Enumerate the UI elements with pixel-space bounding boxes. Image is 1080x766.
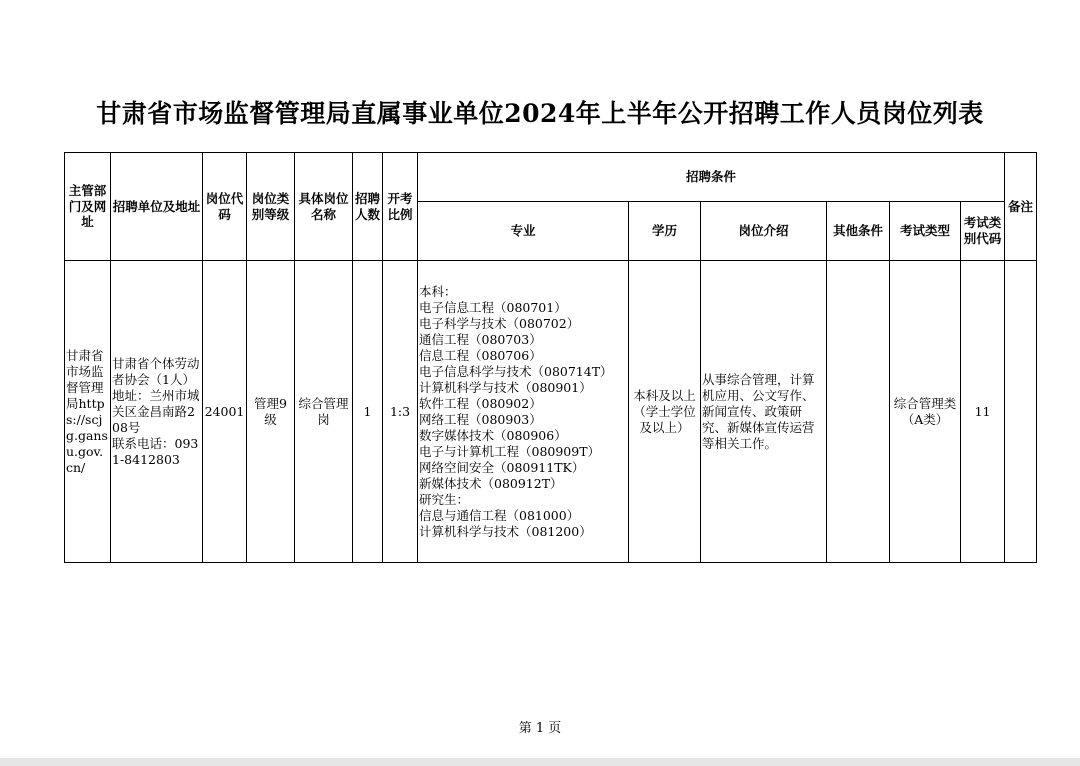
page-number: 第 1 页 <box>518 721 562 736</box>
cell-position: 综合管理岗 <box>295 261 353 563</box>
major-line: 电子信息科学与技术（080714T） <box>419 363 613 379</box>
major-line: 网络工程（080903） <box>419 411 542 427</box>
document-title: 甘肃省市场监督管理局直属事业单位2024年上半年公开招聘工作人员岗位列表 <box>96 99 984 128</box>
cell-remark <box>1005 261 1037 563</box>
header-position: 具体岗位名称 <box>295 153 353 261</box>
header-ratio: 开考比例 <box>383 153 418 261</box>
header-other: 其他条件 <box>827 202 890 261</box>
cell-ratio: 1:3 <box>383 261 418 563</box>
header-education: 学历 <box>629 202 701 261</box>
cell-education: 本科及以上（学士学位及以上） <box>629 261 701 563</box>
major-line: 数字媒体技术（080906） <box>419 427 567 443</box>
cell-unit <box>111 261 203 563</box>
major-line: 电子科学与技术（080702） <box>419 315 580 331</box>
cell-exam-type: 综合管理类（A类） <box>890 261 961 563</box>
header-category: 岗位类别等级 <box>247 153 295 261</box>
cell-other <box>827 261 890 563</box>
major-line: 研究生： <box>419 491 470 507</box>
major-line: 信息工程（080706） <box>419 347 542 363</box>
major-line: 本科： <box>419 283 457 299</box>
cell-intro: 从事综合管理，计算机应用、公文写作、新闻宣传、政策研究、新媒体宣传运营等相关工作。 <box>701 261 827 563</box>
major-line: 通信工程（080703） <box>419 331 542 347</box>
header-conditions: 招聘条件 <box>418 153 1005 202</box>
major-line: 新媒体技术（080912T） <box>419 475 563 491</box>
header-unit: 招聘单位及地址 <box>111 153 203 261</box>
header-remark: 备注 <box>1005 153 1037 261</box>
major-line: 电子信息工程（080701） <box>419 299 567 315</box>
cell-code: 24001 <box>203 261 247 563</box>
major-line: 计算机科学与技术（081200） <box>419 523 592 539</box>
cell-category: 管理9级 <box>247 261 295 563</box>
header-exam-code: 考试类别代码 <box>961 202 1005 261</box>
header-intro: 岗位介绍 <box>701 202 827 261</box>
major-line: 电子与计算机工程（080909T） <box>419 443 601 459</box>
cell-count: 1 <box>353 261 383 563</box>
major-line: 网络空间安全（080911TK） <box>419 459 585 475</box>
page-bottom-strip <box>0 758 1080 766</box>
cell-dept: 甘肃省市场监督管理局https://scjg.gansu.gov.cn/ <box>65 261 111 563</box>
major-line: 计算机科学与技术（080901） <box>419 379 592 395</box>
major-line: 信息与通信工程（081000） <box>419 507 580 523</box>
major-line: 软件工程（080902） <box>419 395 542 411</box>
cell-majors <box>418 261 629 563</box>
header-count: 招聘人数 <box>353 153 383 261</box>
positions-table <box>64 152 1037 563</box>
unit-phone: 联系电话：0931-8412803 <box>112 435 199 467</box>
header-row-1 <box>65 153 1037 202</box>
header-dept: 主管部门及网址 <box>65 153 111 261</box>
table-row <box>65 261 1037 563</box>
header-exam-type: 考试类型 <box>890 202 961 261</box>
unit-name: 甘肃省个体劳动者协会（1人） <box>112 355 200 387</box>
header-code: 岗位代码 <box>203 153 247 261</box>
cell-exam-code: 11 <box>961 261 1005 563</box>
unit-address: 地址：兰州市城关区金昌南路208号 <box>112 387 200 435</box>
header-major: 专业 <box>418 202 629 261</box>
